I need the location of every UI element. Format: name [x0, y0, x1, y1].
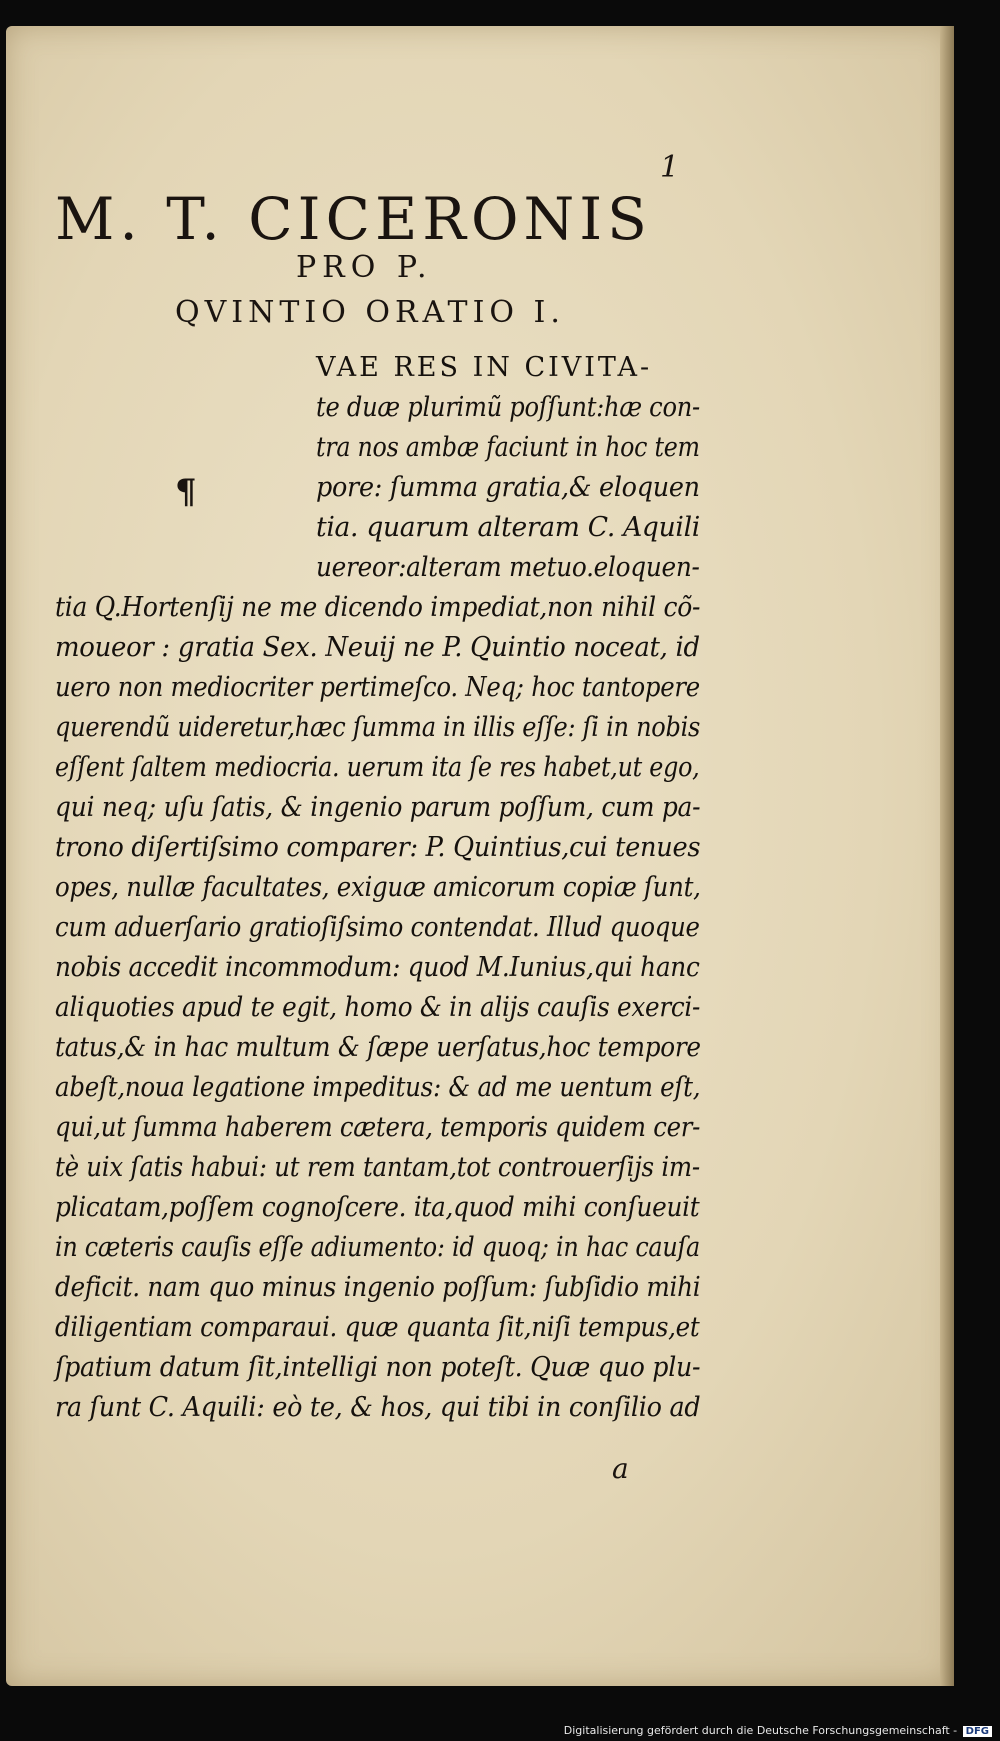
- text-line: te duæ plurimũ poſſunt:hæ con-: [316, 392, 700, 423]
- text-line: tè uix ſatis habui: ut rem tantam,tot controuerſijs im-: [55, 1152, 700, 1183]
- text-line: deficit. nam quo minus ingenio poſſum: ſubſidio mihi: [55, 1272, 701, 1303]
- text-line: in cæteris cauſis eſſe adiumento: id quoq; in hac cauſa: [55, 1232, 701, 1263]
- digitization-credit: [564, 1724, 992, 1737]
- page-number: 1: [660, 150, 680, 185]
- text-line: plicatam,poſſem cognoſcere. ita,quod mihi conſueuit: [55, 1192, 700, 1223]
- text-line: moueor : gratia Sex. Neuij ne P. Quintio noceat, id: [55, 632, 700, 663]
- text-line: eſſent ſaltem mediocria. uerum ita ſe res habet,ut ego,: [55, 752, 700, 783]
- text-line: querendũ uideretur,hæc ſumma in illis eſſe: ſi in nobis: [55, 712, 701, 743]
- text-line: uero non mediocriter pertimeſco. Neq; hoc tantopere: [55, 672, 700, 703]
- text-line: pore: ſumma gratia,& eloquen: [316, 472, 700, 503]
- title-line-3: QVINTIO ORATIO I.: [175, 295, 565, 330]
- text-line: ra ſunt C. Aquili: eò te, & hos, qui tibi in conſilio ad: [55, 1392, 701, 1423]
- text-line: nobis accedit incommodum: quod M.Iunius,qui hanc: [55, 952, 700, 983]
- text-line: VAE RES IN CIVITA-: [316, 352, 653, 383]
- text-line: uereor:alteram metuo.eloquen-: [316, 552, 700, 583]
- text-line: tia. quarum alteram C. Aquili: [316, 512, 700, 543]
- text-line: aliquoties apud te egit, homo & in alijs cauſis exerci-: [55, 992, 701, 1023]
- catchword: a: [612, 1452, 629, 1485]
- pilcrow-mark: ¶: [175, 472, 197, 512]
- text-line: trono diſertiſsimo comparer: P. Quintius,cui tenues: [55, 832, 701, 863]
- text-line: qui neq; uſu ſatis, & ingenio parum poſſum, cum pa-: [55, 792, 701, 823]
- text-line: tatus,& in hac multum & ſæpe uerſatus,hoc tempore: [55, 1032, 701, 1063]
- text-line: tia Q.Hortenſij ne me dicendo impediat,non nihil cõ-: [55, 592, 701, 623]
- text-line: abeſt,noua legatione impeditus: & ad me uentum eſt,: [55, 1072, 701, 1103]
- text-line: ſpatium datum ſit,intelligi non poteſt. Quæ quo plu-: [55, 1352, 701, 1383]
- dfg-logo: DFG: [963, 1726, 992, 1737]
- text-line: cum aduerſario gratioſiſsimo contendat. Illud quoque: [55, 912, 700, 943]
- digitization-text: Digitalisierung gefördert durch die Deutsche Forschungsgemeinschaft -: [563, 1724, 958, 1737]
- title-line-2: PRO P.: [296, 250, 433, 285]
- text-line: diligentiam comparaui. quæ quanta ſit,niſi tempus,et: [55, 1312, 700, 1343]
- page-edge: [940, 26, 954, 1686]
- title-line-1: M. T. CICERONIS: [55, 185, 652, 253]
- text-line: tra nos ambæ faciunt in hoc tem: [316, 432, 700, 463]
- text-line: opes, nullæ facultates, exiguæ amicorum copiæ ſunt,: [55, 872, 701, 903]
- text-line: qui,ut ſumma haberem cætera, temporis quidem cer-: [55, 1112, 701, 1143]
